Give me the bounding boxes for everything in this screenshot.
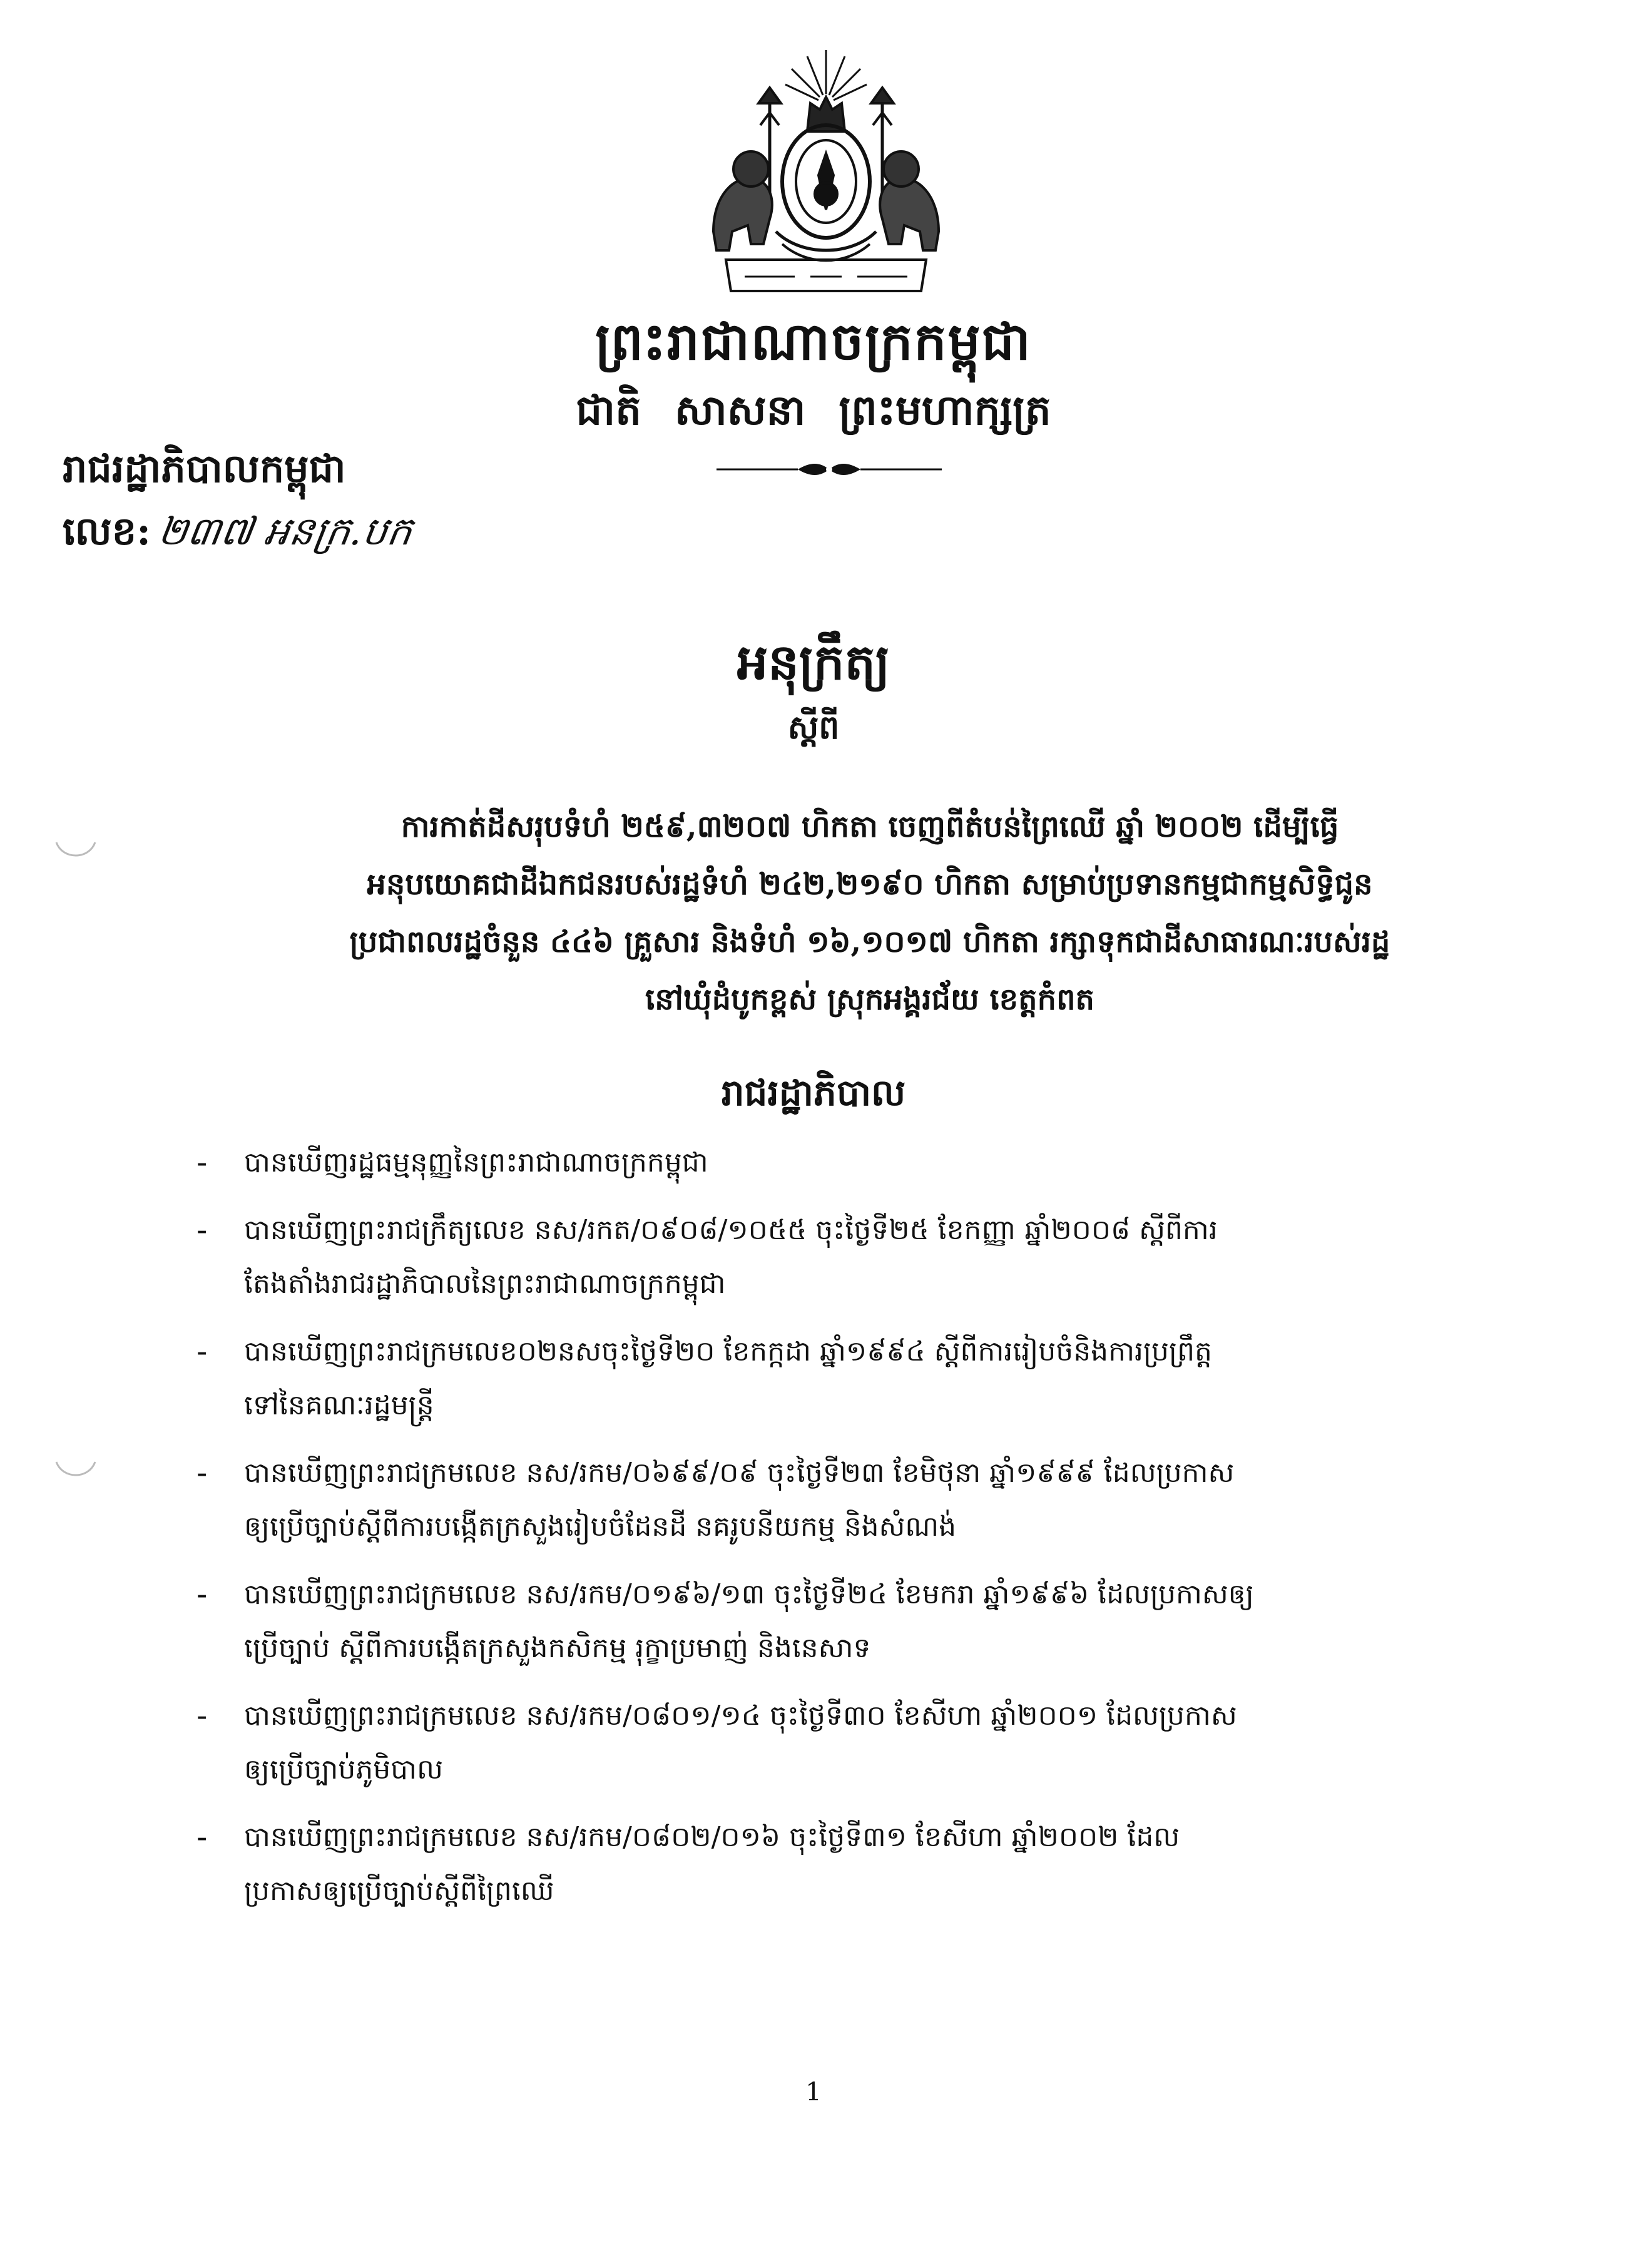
consideration-item xyxy=(196,1811,1477,1918)
document-about: ស្តីពី xyxy=(787,708,840,747)
consideration-line: បានឃើញព្រះរាជក្រមលេខ០២នសចុះថ្ងៃទី២០ ខែកក្កដា ឆ្នាំ១៩៩៤ ស្តីពីការរៀបចំនិងការប្រព្រឹត្ត xyxy=(244,1336,1212,1367)
list-bullet: - xyxy=(196,1577,208,1612)
consideration-line: បានឃើញព្រះរាជក្រមលេខ នស/រកម/០៨០២/០១៦ ចុះថ្ងៃទី៣១ ខែសីហា ឆ្នាំ២០០២ ដែល xyxy=(244,1821,1180,1853)
consideration-line: ឲ្យប្រើច្បាប់ភូមិបាល xyxy=(244,1754,443,1785)
consideration-item xyxy=(196,1203,1477,1311)
consideration-item xyxy=(196,1568,1477,1675)
consideration-item xyxy=(196,1136,1477,1190)
document-subject xyxy=(250,798,1489,1028)
list-bullet: - xyxy=(196,1334,208,1369)
binder-hole-mark-icon xyxy=(54,839,98,861)
subject-line: នៅឃុំដំបូកខ្ពស់ ស្រុកអង្គរជ័យ ខេត្តកំពត xyxy=(645,982,1095,1017)
national-motto: ជាតិ សាសនា ព្រះមហាក្សត្រ xyxy=(576,386,1051,434)
consideration-line: ប្រកាសឲ្យប្រើច្បាប់ស្តីពីព្រៃឈើ xyxy=(244,1875,554,1907)
list-bullet: - xyxy=(196,1698,208,1734)
consideration-line: ឲ្យប្រើច្បាប់ស្តីពីការបង្កើតក្រសួងរៀបចំដែនដី នគរូបនីយកម្ម និងសំណង់ xyxy=(244,1511,957,1543)
reference-row xyxy=(63,507,416,563)
issuer-heading: រាជរដ្ឋាភិបាល xyxy=(721,1071,906,1114)
consideration-line: តែងតាំងរាជរដ្ឋាភិបាលនៃព្រះរាជាណាចក្រកម្ពុជា xyxy=(244,1268,726,1300)
list-bullet: - xyxy=(196,1145,208,1180)
binder-hole-mark-icon xyxy=(54,1458,98,1481)
consideration-line: បានឃើញព្រះរាជក្រមលេខ នស/រកម/០៦៩៩/០៩ ចុះថ្ងៃទី២៣ ខែមិថុនា ឆ្នាំ១៩៩៩ ដែលប្រកាស xyxy=(244,1457,1235,1489)
consideration-line: បានឃើញព្រះរាជក្រមលេខ នស/រកម/០៨០១/១៤ ចុះថ្ងៃទី៣០ ខែសីហា ឆ្នាំ២០០១ ដែលប្រកាស xyxy=(244,1700,1237,1732)
reference-number: ២៣៧ អនក្រ.បក xyxy=(155,508,416,554)
document-type: អនុក្រឹត្យ xyxy=(737,634,890,691)
consideration-line: បានឃើញព្រះរាជក្រមលេខ នស/រកម/០១៩៦/១៣ ចុះថ្ងៃទី២៤ ខែមករា ឆ្នាំ១៩៩៦ ដែលប្រកាសឲ្យ xyxy=(244,1578,1254,1610)
considerations-list xyxy=(196,1136,1477,1932)
kingdom-title: ព្រះរាជាណាចក្រកម្ពុជា xyxy=(595,312,1032,372)
consideration-item xyxy=(196,1689,1477,1797)
subject-line: ការកាត់ដីសរុបទំហំ ២៥៩,៣២០៧ ហិកតា ចេញពីតំបន់ព្រៃឈើ ឆ្នាំ ២០០២ ដើម្បីធ្វើ xyxy=(400,809,1339,844)
consideration-line: ប្រើច្បាប់ ស្តីពីការបង្កើតក្រសួងកសិកម្ម រុក្ខាប្រមាញ់ និងនេសាទ xyxy=(244,1632,871,1664)
consideration-line: ទៅនៃគណៈរដ្ឋមន្ត្រី xyxy=(244,1389,434,1421)
subject-line: ប្រជាពលរដ្ឋចំនួន ៤៤៦ គ្រួសារ និងទំហំ ១៦,១០១៧ ហិកតា រក្សាទុកជាដីសាធារណៈរបស់រដ្ឋ xyxy=(349,924,1390,959)
page-number: 1 xyxy=(805,2078,822,2107)
list-bullet: - xyxy=(196,1456,208,1491)
consideration-item xyxy=(196,1446,1477,1554)
royal-coat-of-arms-icon xyxy=(701,44,951,300)
reference-label: លេខ: xyxy=(63,508,151,554)
consideration-line: បានឃើញព្រះរាជក្រឹត្យលេខ នស/រកត/០៩០៨/១០៥៥ ចុះថ្ងៃទី២៥ ខែកញ្ញា ឆ្នាំ២០០៨ ស្តីពីការ xyxy=(244,1214,1218,1246)
list-bullet: - xyxy=(196,1213,208,1248)
ornamental-divider-icon xyxy=(717,462,942,477)
list-bullet: - xyxy=(196,1820,208,1855)
subject-line: អនុបយោគជាដីឯកជនរបស់រដ្ឋទំហំ ២៤២,២១៩០ ហិកតា សម្រាប់ប្រទានកម្មជាកម្មសិទ្ធិជូន xyxy=(367,867,1373,902)
consideration-line: បានឃើញរដ្ឋធម្មនុញ្ញនៃព្រះរាជាណាចក្រកម្ពុជា xyxy=(244,1147,708,1178)
consideration-item xyxy=(196,1325,1477,1433)
government-name: រាជរដ្ឋាភិបាលកម្ពុជា xyxy=(63,446,346,491)
